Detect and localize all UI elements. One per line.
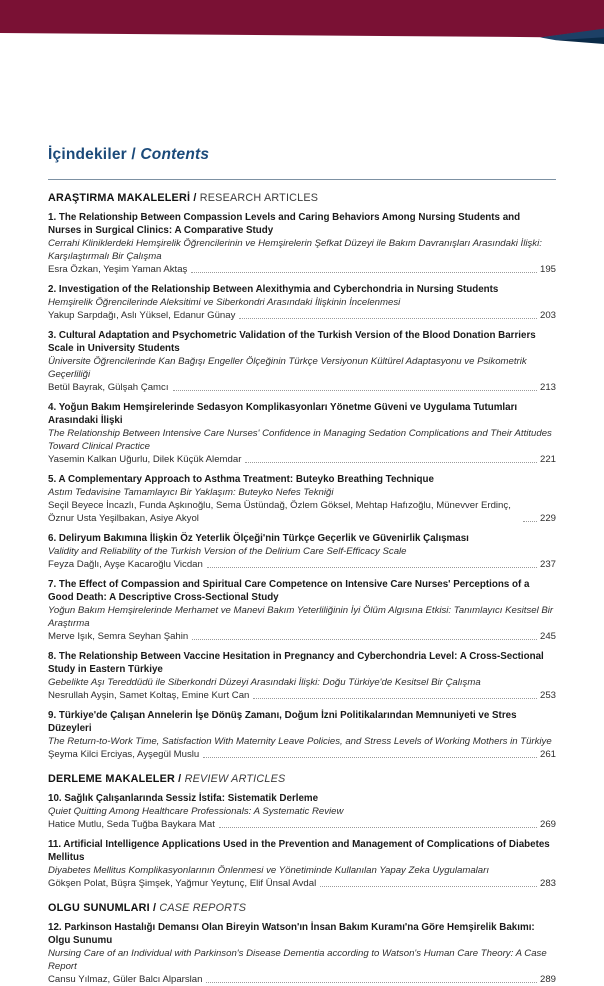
dot-leader xyxy=(245,462,537,463)
entry-authors-row xyxy=(48,381,556,394)
section-heading-primary: ARAŞTIRMA MAKALELERİ / xyxy=(48,192,197,204)
entry-title: 4. Yoğun Bakım Hemşirelerinde Sedasyon Komplikasyonları Yönetme Güveni ve Uygulama Tutumları Arasındaki İlişki xyxy=(48,402,518,426)
entry-subtitle: The Return-to-Work Time, Satisfaction With Maternity Leave Policies, and Stress Levels of Working Mothers in Türkiye xyxy=(48,736,552,747)
section-heading-primary: OLGU SUNUMLARI / xyxy=(48,902,157,914)
section-heading xyxy=(48,192,556,204)
dot-leader xyxy=(206,982,537,983)
entry-title: 10. Sağlık Çalışanlarında Sessiz İstifa: Sistematik Derleme xyxy=(48,793,319,804)
dot-leader xyxy=(207,567,537,568)
entry-page-number: 195 xyxy=(539,264,556,275)
entry-page-number: 237 xyxy=(539,559,556,570)
toc-entry xyxy=(48,283,556,322)
section-heading-secondary: REVIEW ARTICLES xyxy=(184,773,286,785)
entry-authors-row xyxy=(48,309,556,322)
dot-leader xyxy=(219,827,537,828)
entry-page-number: 213 xyxy=(539,382,556,393)
dot-leader xyxy=(203,757,537,758)
entry-authors: Esra Özkan, Yeşim Yaman Aktaş xyxy=(48,264,188,275)
toc-entry xyxy=(48,211,556,276)
entry-subtitle: Nursing Care of an Individual with Parkinson's Disease Dementia according to Watson's Human Care Theory: A Case Report xyxy=(48,948,547,972)
page-title xyxy=(48,146,556,164)
toc-entry xyxy=(48,921,556,986)
entry-authors: Seçil Beyece İncazlı, Funda Aşkınoğlu, Sema Üstündağ, Özlem Göksel, Mehtap Hafızoğlu, Münevver Erdinç, Öznur Usta Yeşilbakan, Asiye Akyol xyxy=(48,500,511,524)
section-heading xyxy=(48,902,556,914)
entry-subtitle: Diyabetes Mellitus Komplikasyonlarının Önlenmesi ve Yönetiminde Kullanılan Yapay Zeka Uygulamaları xyxy=(48,865,490,876)
toc-section xyxy=(48,773,556,890)
dot-leader xyxy=(253,698,537,699)
page-title-turkish: İçindekiler / xyxy=(48,146,136,163)
toc-entry xyxy=(48,532,556,571)
dot-leader xyxy=(320,886,537,887)
entry-authors: Merve Işık, Semra Seyhan Şahin xyxy=(48,631,189,642)
page-title-english: Contents xyxy=(140,146,210,163)
dot-leader xyxy=(239,318,537,319)
entry-subtitle: Üniversite Öğrencilerinde Kan Bağışı Engeller Ölçeğinin Türkçe Versiyonun Kültürel Adaptasyonu ve Psikometrik Geçerliliği xyxy=(48,356,527,380)
entry-page-number: 269 xyxy=(539,819,556,830)
entry-subtitle: Validity and Reliability of the Turkish Version of the Delirium Care Self-Efficacy Scale xyxy=(48,546,407,557)
entry-title: 9. Türkiye'de Çalışan Annelerin İşe Dönüş Zamanı, Doğum İzni Politikalarından Memnuniyeti ve Stres Düzeyleri xyxy=(48,710,517,734)
toc-section xyxy=(48,192,556,761)
entry-subtitle: Astım Tedavisine Tamamlayıcı Bir Yaklaşım: Buteyko Nefes Tekniği xyxy=(48,487,334,498)
entry-authors-row xyxy=(48,263,556,276)
entry-page-number: 229 xyxy=(539,513,556,524)
entry-page-number: 253 xyxy=(539,690,556,701)
entry-subtitle: Cerrahi Kliniklerdeki Hemşirelik Öğrencilerinin ve Hemşirelerin Şefkat Düzeyi ile Bakım Davranışları Arasındaki İlişki: Karşılaştırmalı Bir Çalışma xyxy=(48,238,542,262)
toc-section xyxy=(48,902,556,986)
entry-authors-row xyxy=(48,748,556,761)
entry-authors-row xyxy=(48,630,556,643)
entry-page-number: 261 xyxy=(539,749,556,760)
entry-title: 6. Deliryum Bakımına İlişkin Öz Yeterlik Ölçeği'nin Türkçe Geçerlik ve Güvenirlik Çalışması xyxy=(48,533,469,544)
entry-title: 5. A Complementary Approach to Asthma Treatment: Buteyko Breathing Technique xyxy=(48,474,434,485)
toc-entry xyxy=(48,838,556,890)
entry-page-number: 245 xyxy=(539,631,556,642)
entry-subtitle: Yoğun Bakım Hemşirelerinde Merhamet ve Manevi Bakım Yeterliliğinin İyi Ölüm Algısına Etkisi: Tanımlayıcı Kesitsel Bir Araştırma xyxy=(48,605,554,629)
entry-authors-row xyxy=(48,877,556,890)
toc-entry xyxy=(48,473,556,525)
toc-entry xyxy=(48,650,556,702)
header-maroon-band xyxy=(0,0,604,37)
entry-authors: Şeyma Kilci Erciyas, Ayşegül Muslu xyxy=(48,749,200,760)
section-heading-secondary: CASE REPORTS xyxy=(159,902,247,914)
entry-title: 11. Artificial Intelligence Applications Used in the Prevention and Management of Complications of Diabetes Mellitus xyxy=(48,839,550,863)
entry-authors: Feyza Dağlı, Ayşe Kacaroğlu Vicdan xyxy=(48,559,203,570)
dot-leader xyxy=(173,390,537,391)
entry-title: 8. The Relationship Between Vaccine Hesitation in Pregnancy and Cyberchondria Level: A Cross-Sectional Study in Eastern Türkiye xyxy=(48,651,544,675)
header-banner xyxy=(0,0,604,46)
entry-authors: Yakup Sarpdağı, Aslı Yüksel, Edanur Günay xyxy=(48,310,236,321)
entry-page-number: 289 xyxy=(539,974,556,985)
toc-entry xyxy=(48,792,556,831)
entry-subtitle: Gebelikte Aşı Tereddüdü ile Siberkondri Düzeyi Arasındaki İlişki: Doğu Türkiye'de Kesitsel Bir Çalışma xyxy=(48,677,481,688)
entry-title: 7. The Effect of Compassion and Spiritual Care Competence on Intensive Care Nurses' Perceptions of a Good Death: A Descriptive Cross-Sectional Study xyxy=(48,579,530,603)
section-heading xyxy=(48,773,556,785)
title-divider-rule xyxy=(48,179,556,180)
entry-subtitle: Hemşirelik Öğrencilerinde Aleksitimi ve Siberkondri Arasındaki İlişkinin İncelenmesi xyxy=(48,297,401,308)
entry-authors: Cansu Yılmaz, Güler Balcı Alparslan xyxy=(48,974,203,985)
entry-subtitle: Quiet Quitting Among Healthcare Professionals: A Systematic Review xyxy=(48,806,344,817)
entry-page-number: 221 xyxy=(539,454,556,465)
entry-authors: Gökşen Polat, Büşra Şimşek, Yağmur Yeytunç, Elif Ünsal Avdal xyxy=(48,878,317,889)
entry-authors-row xyxy=(48,973,556,986)
entry-title: 3. Cultural Adaptation and Psychometric Validation of the Turkish Version of the Blood Donation Barriers Scale in University Students xyxy=(48,330,536,354)
entry-authors: Yasemin Kalkan Uğurlu, Dilek Küçük Alemdar xyxy=(48,454,242,465)
dot-leader xyxy=(192,639,537,640)
entry-authors-row xyxy=(48,818,556,831)
entry-authors-row xyxy=(48,558,556,571)
toc-entry xyxy=(48,401,556,466)
section-heading-secondary: RESEARCH ARTICLES xyxy=(199,192,319,204)
entry-title: 2. Investigation of the Relationship Between Alexithymia and Cyberchondria in Nursing Students xyxy=(48,284,499,295)
toc-entry xyxy=(48,709,556,761)
toc-entry xyxy=(48,578,556,643)
entry-subtitle: The Relationship Between Intensive Care Nurses' Confidence in Managing Sedation Complications and Their Attitudes Toward Clinical Practice xyxy=(48,428,552,452)
entry-authors-row xyxy=(48,453,556,466)
section-heading-primary: DERLEME MAKALELER / xyxy=(48,773,182,785)
toc-sections xyxy=(48,192,556,986)
entry-authors-row xyxy=(48,689,556,702)
entry-authors: Hatice Mutlu, Seda Tuğba Baykara Mat xyxy=(48,819,215,830)
entry-authors: Nesrullah Ayşin, Samet Koltaş, Emine Kurt Can xyxy=(48,690,250,701)
entry-title: 12. Parkinson Hastalığı Demansı Olan Bireyin Watson'ın İnsan Bakım Kuramı'na Göre Hemşirelik Bakımı: Olgu Sunumu xyxy=(48,922,535,946)
entry-title: 1. The Relationship Between Compassion Levels and Caring Behaviors Among Nursing Students and Nurses in Surgical Clinics: A Comparative Study xyxy=(48,212,521,236)
toc-entry xyxy=(48,329,556,394)
entry-page-number: 283 xyxy=(539,878,556,889)
dot-leader xyxy=(523,521,537,522)
entry-page-number: 203 xyxy=(539,310,556,321)
entry-authors-row xyxy=(48,499,556,525)
entry-authors: Betül Bayrak, Gülşah Çamcı xyxy=(48,382,169,393)
toc-page xyxy=(0,46,604,986)
dot-leader xyxy=(191,272,537,273)
